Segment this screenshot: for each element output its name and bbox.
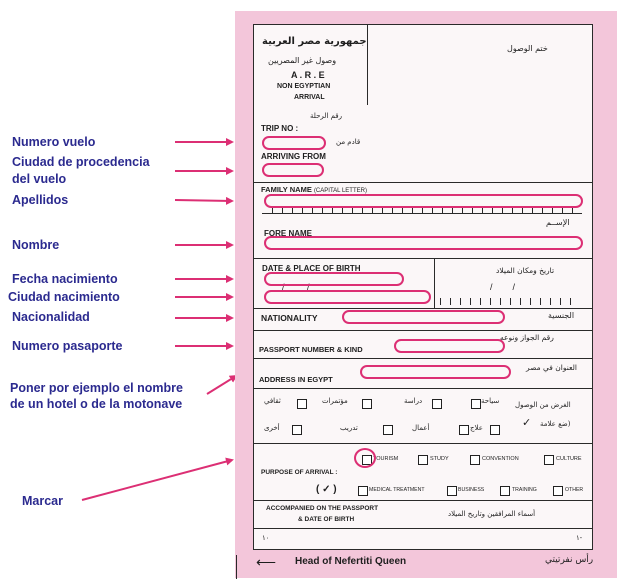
checkbox-tourism-ar[interactable] (471, 399, 481, 409)
highlight-address (360, 365, 511, 379)
purpose-label: PURPOSE OF ARRIVAL : (261, 469, 338, 476)
checkbox-other-ar[interactable] (292, 425, 302, 435)
fore-name-label: FORE NAME (264, 229, 312, 238)
fore-name-label-arabic: الإســم (546, 218, 570, 227)
highlight-fore-name (264, 236, 583, 250)
checkbox-culture-ar[interactable] (297, 399, 307, 409)
annotation-birth-date: Fecha nacimiento (12, 272, 118, 286)
annotation-birth-city: Ciudad nacimiento (8, 290, 120, 304)
nationality-label-arabic: الجنسية (548, 311, 575, 320)
passport-label-arabic: رقم الجواز ونوعه (500, 333, 554, 342)
checkbox-medical[interactable] (358, 486, 368, 496)
arriving-from-label: ARRIVING FROM (261, 152, 326, 161)
header-arabic-republic: جمهورية مصر العربية (262, 36, 367, 47)
footer-caption: Head of Nefertiti Queen (295, 556, 407, 567)
annotation-first-name: Nombre (12, 238, 60, 252)
accompanied-label-arabic: أسماء المرافقين وتاريخ الميلاد (448, 510, 536, 518)
purpose-hint: ( ✓ ) (316, 484, 337, 495)
passport-label: PASSPORT NUMBER & KIND (259, 345, 363, 354)
left-arrow-icon: ⟵ (256, 554, 277, 570)
arrow-surnames (175, 200, 232, 201)
trip-label-arabic: رقم الرحلة (310, 112, 342, 120)
header-arrival: ARRIVAL (294, 94, 325, 101)
annotation-origin-city-line1: Ciudad de procedencia (12, 155, 150, 169)
header-arabic-arrival: وصول غير المصريين (268, 56, 337, 65)
arrow-address (207, 376, 236, 394)
nationality-label: NATIONALITY (261, 313, 318, 323)
checkbox-convention[interactable] (470, 455, 480, 465)
annotation-flight-number: Numero vuelo (12, 135, 96, 149)
arriving-label-arabic: قادم من (336, 138, 361, 146)
annotation-tick: Marcar (22, 494, 63, 508)
dob-label: DATE & PLACE OF BIRTH (262, 264, 361, 273)
checkbox-conferences-ar[interactable] (362, 399, 372, 409)
highlight-arriving-from (262, 163, 324, 177)
footer-caption-arabic: رأس نفرتيتي (545, 555, 594, 565)
annotation-origin-city-line2: del vuelo (12, 172, 67, 186)
dob-label-arabic: تاريخ ومكان الميلاد (496, 266, 555, 275)
checkbox-study-ar[interactable] (432, 399, 442, 409)
purpose-label-arabic: الغرض من الوصول (515, 401, 571, 409)
checkbox-training-ar[interactable] (383, 425, 393, 435)
highlight-passport (394, 339, 505, 353)
checkbox-training[interactable] (500, 486, 510, 496)
checkbox-culture[interactable] (544, 455, 554, 465)
highlight-nationality (342, 310, 505, 324)
accompanied-label-line1: ACCOMPANIED ON THE PASSPORT (266, 505, 379, 512)
address-label: ADDRESS IN EGYPT (259, 375, 333, 384)
stamp-label: ختم الوصول (507, 44, 548, 53)
header-are: A . R . E (291, 70, 325, 80)
highlight-trip-no (262, 136, 326, 150)
purpose-hint-arabic: (ضع علامة (540, 420, 571, 428)
highlight-tourism (354, 448, 376, 468)
checkbox-other[interactable] (553, 486, 563, 496)
family-name-label: FAMILY NAME (CAPITAL LETTER) (261, 185, 367, 194)
highlight-family-name (264, 194, 583, 208)
highlight-birth-date (264, 272, 404, 286)
annotation-address-line1: Poner por ejemplo el nombre (10, 381, 183, 395)
annotation-passport-number: Numero pasaporte (12, 339, 123, 353)
accompanied-label-line2: & DATE OF BIRTH (298, 516, 355, 523)
address-label-arabic: العنوان في مصر (526, 363, 577, 372)
annotation-surnames: Apellidos (12, 193, 69, 207)
row-number-left: ١٠ (262, 535, 270, 542)
header-non-egyptian: NON EGYPTIAN (277, 83, 331, 90)
highlight-birth-place (264, 290, 431, 304)
arrow-tick (82, 460, 232, 500)
checkbox-treatment-ar[interactable] (490, 425, 500, 435)
row-number-right: ١- (576, 535, 583, 542)
annotation-address-line2: de un hotel o de la motonave (10, 397, 183, 411)
checkbox-business[interactable] (447, 486, 457, 496)
trip-no-label: TRIP NO : (261, 124, 299, 133)
annotation-nationality: Nacionalidad (12, 310, 90, 324)
checkbox-business-ar[interactable] (459, 425, 469, 435)
checkbox-study[interactable] (418, 455, 428, 465)
